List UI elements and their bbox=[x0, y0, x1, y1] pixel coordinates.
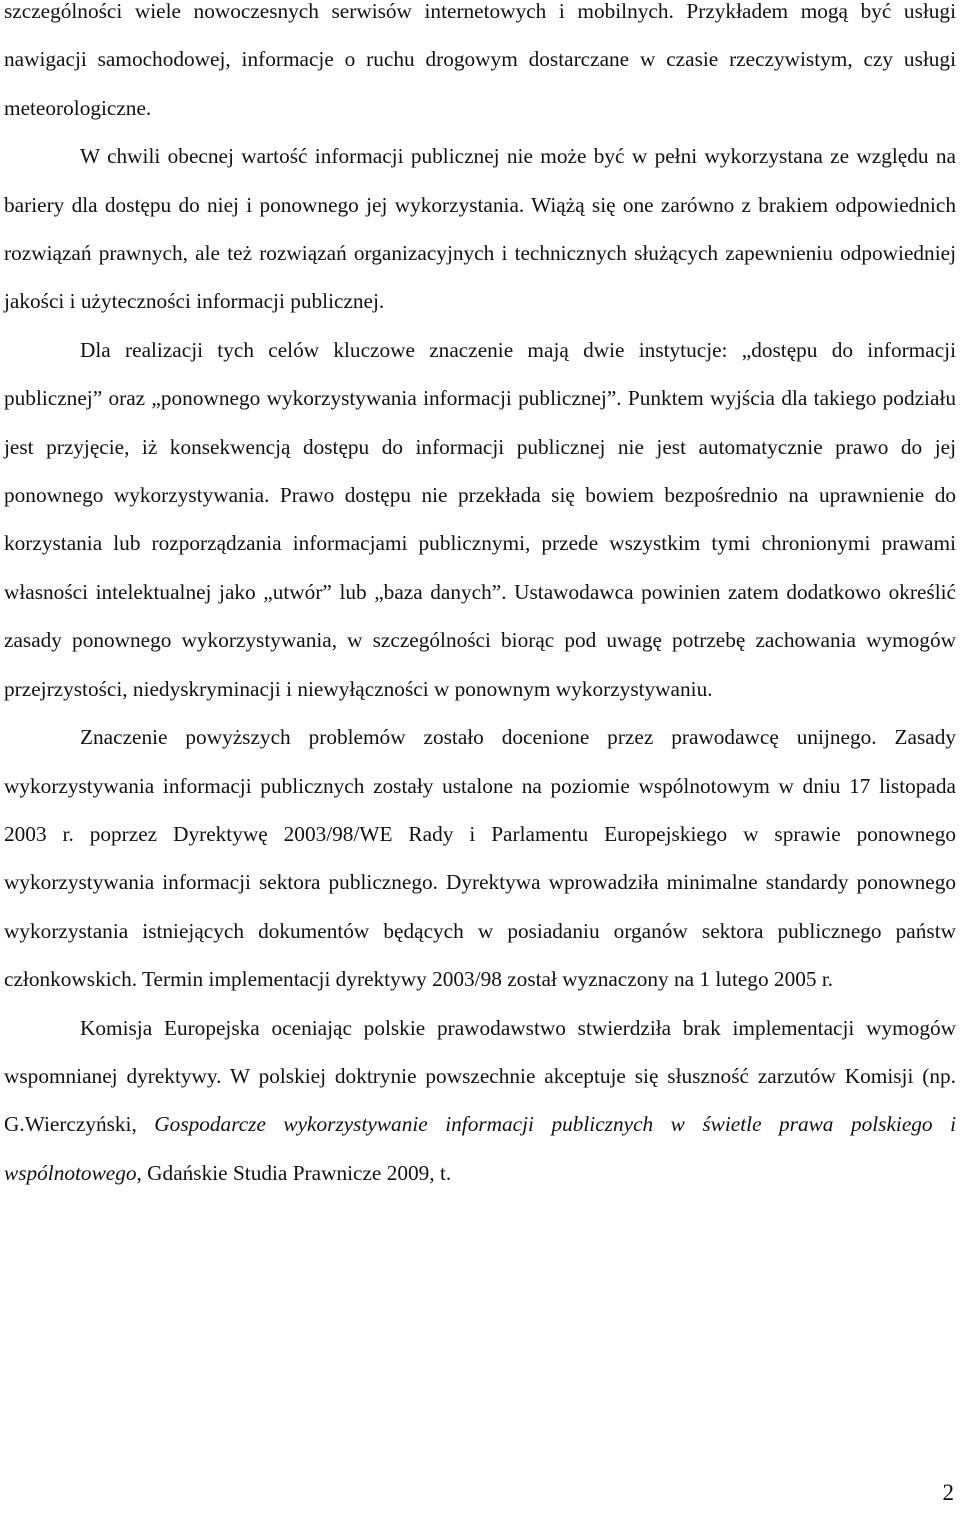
paragraph-3: Dla realizacji tych celów kluczowe znaczenie mają dwie instytucje: „dostępu do informacji publicznej” oraz „ponownego wykorzystywania informacji publicznej”. Punktem wyjścia dla takiego podziału jest przyjęcie, iż konsekwencją dostępu do informacji publicznej nie jest automatycznie prawo do jej ponownego wykorzystywania. Prawo dostępu nie przekłada się bowiem bezpośrednio na uprawnienie do korzystania lub rozporządzania informacjami publicznymi, przede wszystkim tymi chronionymi prawami własności intelektualnej jako „utwór” lub „baza danych”. Ustawodawca powinien zatem dodatkowo określić zasady ponownego wykorzystywania, w szczególności biorąc pod uwagę potrzebę zachowania wymogów przejrzystości, niedyskryminacji i niewyłączności w ponownym wykorzystywaniu. bbox=[4, 337, 956, 701]
document-body bbox=[4, 0, 956, 1197]
paragraph-5-text-before: Komisja Europejska oceniając polskie prawodawstwo stwierdziła brak implementacji wymogów wspomnianej dyrektywy. W polskiej doktrynie powszechnie akceptuje się słuszność zarzutów Komisji (np. G.Wierczyński, bbox=[4, 1015, 956, 1137]
paragraph-4: Znaczenie powyższych problemów zostało docenione przez prawodawcę unijnego. Zasady wykorzystywania informacji publicznych zostały ustalone na poziomie wspólnotowym w dniu 17 listopada 2003 r. poprzez Dyrektywę 2003/98/WE Rady i Parlamentu Europejskiego w sprawie ponownego wykorzystywania informacji sektora publicznego. Dyrektywa wprowadziła minimalne standardy ponownego wykorzystania istniejących dokumentów będących w posiadaniu organów sektora publicznego państw członkowskich. Termin implementacji dyrektywy 2003/98 został wyznaczony na 1 lutego 2005 r. bbox=[4, 725, 956, 992]
paragraph-1: szczególności wiele nowoczesnych serwisów internetowych i mobilnych. Przykładem mogą być usługi nawigacji samochodowej, informacje o ruchu drogowym dostarczane w czasie rzeczywistym, czy usługi meteorologiczne. bbox=[4, 0, 956, 120]
paragraph-5-text-after: , Gdańskie Studia Prawnicze 2009, t. bbox=[136, 1160, 452, 1185]
cited-work-title: Gospodarcze wykorzystywanie informacji publicznych w świetle prawa polskiego i wspólnotowego bbox=[4, 1112, 956, 1185]
paragraph-5 bbox=[4, 1004, 956, 1198]
page-number: 2 bbox=[942, 1480, 954, 1505]
paragraph-2: W chwili obecnej wartość informacji publicznej nie może być w pełni wykorzystana ze względu na bariery dla dostępu do niej i ponownego jej wykorzystania. Wiążą się one zarówno z brakiem odpowiednich rozwiązań prawnych, ale też rozwiązań organizacyjnych i technicznych służących zapewnieniu odpowiedniej jakości i użyteczności informacji publicznej. bbox=[4, 144, 956, 314]
